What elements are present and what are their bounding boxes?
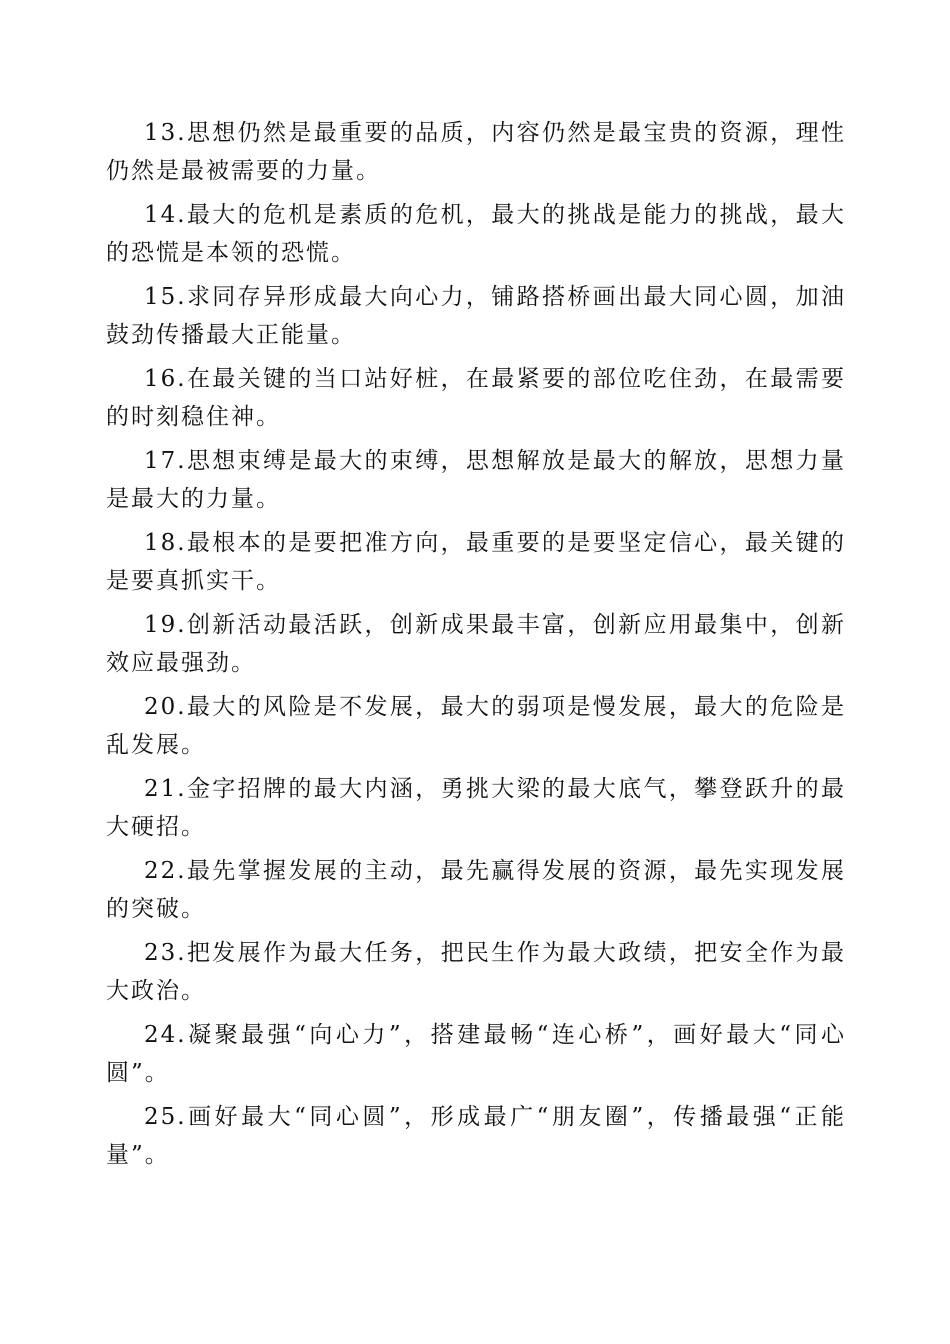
document-body — [106, 115, 846, 1181]
paragraph-19: 19.创新活动最活跃，创新成果最丰富，创新应用最集中，创新效应最强劲。 — [106, 612, 846, 676]
paragraph-23: 23.把发展作为最大任务，把民生作为最大政绩，把安全作为最大政治。 — [106, 940, 846, 1004]
paragraph-25: 25.画好最大“同心圆”，形成最广“朋友圈”，传播最强“正能量”。 — [106, 1104, 846, 1168]
paragraph-21: 21.金字招牌的最大内涵，勇挑大梁的最大底气，攀登跃升的最大硬招。 — [106, 776, 846, 840]
paragraph-13: 13.思想仍然是最重要的品质，内容仍然是最宝贵的资源，理性仍然是最被需要的力量。 — [106, 120, 846, 184]
paragraph-22: 22.最先掌握发展的主动，最先赢得发展的资源，最先实现发展的突破。 — [106, 858, 846, 922]
paragraph-15: 15.求同存异形成最大向心力，铺路搭桥画出最大同心圆，加油鼓劲传播最大正能量。 — [106, 284, 846, 348]
paragraph-18: 18.最根本的是要把准方向，最重要的是要坚定信心，最关键的是要真抓实干。 — [106, 530, 846, 594]
paragraph-14: 14.最大的危机是素质的危机，最大的挑战是能力的挑战，最大的恐慌是本领的恐慌。 — [106, 202, 846, 266]
paragraph-17: 17.思想束缚是最大的束缚，思想解放是最大的解放，思想力量是最大的力量。 — [106, 448, 846, 512]
paragraph-20: 20.最大的风险是不发展，最大的弱项是慢发展，最大的危险是乱发展。 — [106, 694, 846, 758]
paragraph-16: 16.在最关键的当口站好桩，在最紧要的部位吃住劲，在最需要的时刻稳住神。 — [106, 366, 846, 430]
paragraph-24: 24.凝聚最强“向心力”，搭建最畅“连心桥”，画好最大“同心圆”。 — [106, 1022, 846, 1086]
